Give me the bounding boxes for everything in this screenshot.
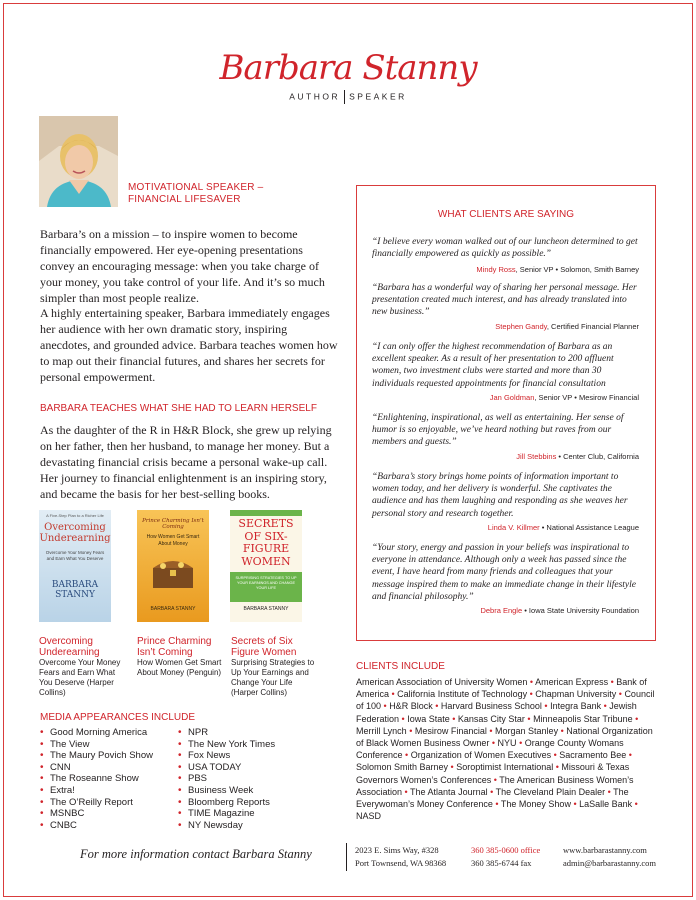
client-separator: • bbox=[601, 701, 610, 712]
client-name: Missouri & Texas Governors Women’s Conferences bbox=[356, 762, 630, 785]
testimonial-attribution: Linda V. Killmer • National Assistance League bbox=[487, 523, 639, 532]
client-separator: • bbox=[489, 738, 498, 749]
client-name: Soroptimist International bbox=[456, 762, 554, 773]
client-name: National Organization of Black Women Business Owner bbox=[356, 725, 653, 749]
book-cover-secrets-six-figure: SECRETS OF SIX- FIGURE WOMEN SURPRISING STRATEGIES TO UP YOUR EARNINGS AND CHANGE YOUR LIFE BARBARA STANNY bbox=[230, 510, 302, 622]
media-item: • PBS bbox=[178, 773, 275, 785]
media-item: • NPR bbox=[178, 727, 275, 739]
client-name: Sacramento Bee bbox=[559, 750, 627, 761]
book-title-1: Overcoming Underearning bbox=[39, 636, 100, 658]
media-item: • The Roseanne Show bbox=[40, 773, 153, 785]
client-name: Jewish Federation bbox=[356, 701, 637, 724]
media-item: • The Maury Povich Show bbox=[40, 750, 153, 762]
client-separator: • bbox=[492, 799, 501, 810]
client-name: H&R Block bbox=[389, 701, 433, 712]
client-separator: • bbox=[553, 762, 562, 773]
media-item: • TIME Magazine bbox=[178, 808, 275, 820]
client-separator: • bbox=[491, 774, 500, 785]
client-name: NYU bbox=[497, 738, 517, 749]
client-separator: • bbox=[605, 786, 614, 797]
client-name: Merrill Lynch bbox=[356, 725, 407, 736]
media-list-1 bbox=[40, 727, 153, 831]
testimonial-quote: “I believe every woman walked out of our luncheon determined to get financially empowered as quickly as possible.” bbox=[372, 237, 638, 260]
media-item: • Bloomberg Reports bbox=[178, 797, 275, 809]
client-separator: • bbox=[448, 762, 457, 773]
media-item: • NY Newsday bbox=[178, 820, 275, 832]
client-separator: • bbox=[432, 701, 441, 712]
client-separator: • bbox=[570, 799, 580, 810]
media-item: • The O’Reilly Report bbox=[40, 797, 153, 809]
media-item: • Business Week bbox=[178, 785, 275, 797]
testimonial-quote: “Enlightening, inspirational, as well as entertaining. Her sense of humor is so enjoyable, we’ve heard nothing but raves from our members and guests.” bbox=[372, 413, 624, 448]
media-item: • USA TODAY bbox=[178, 762, 275, 774]
client-name: Council of 100 bbox=[356, 689, 655, 712]
client-name: NASD bbox=[356, 811, 382, 822]
client-name: The Atlanta Journal bbox=[410, 786, 488, 797]
client-name: Morgan Stanley bbox=[495, 725, 559, 736]
client-name: Organization of Women Executives bbox=[410, 750, 552, 761]
client-separator: • bbox=[381, 701, 390, 712]
client-separator: • bbox=[616, 689, 625, 700]
logo: Barbara Stanny bbox=[219, 48, 477, 88]
client-separator: • bbox=[551, 750, 560, 761]
clients-list bbox=[356, 676, 656, 822]
client-name: The American Business Women’s Association bbox=[356, 774, 634, 797]
media-item: • Good Morning America bbox=[40, 727, 153, 739]
book-cover-overcoming-underearning: A Five-Step Plan to a Richer Life Overcoming Underearning Overcome Your Money Fears and Earn What You Deserve BARBARA STANNY bbox=[39, 510, 111, 622]
client-separator: • bbox=[406, 725, 415, 736]
testimonials-heading: WHAT CLIENTS ARE SAYING bbox=[437, 209, 575, 220]
testimonial-attribution: Mindy Ross, Senior VP • Solomon, Smith Barney bbox=[476, 265, 639, 274]
client-separator: • bbox=[449, 713, 458, 724]
media-item: • The View bbox=[40, 739, 153, 751]
media-item: • CNBC bbox=[40, 820, 153, 832]
footer-divider bbox=[346, 843, 347, 871]
client-name: The Money Show bbox=[500, 799, 571, 810]
client-name: Kansas City Star bbox=[457, 713, 525, 724]
client-name: Iowa State bbox=[407, 713, 450, 724]
tagline bbox=[0, 90, 696, 104]
footer-address: 2023 E. Sims Way, #328 Port Townsend, WA 98368 bbox=[355, 845, 447, 868]
media-item: • CNN bbox=[40, 762, 153, 774]
book-description-3: Surprising Strategies to Up Your Earnings and Change Your Life (Harper Collins) bbox=[231, 658, 315, 697]
client-name: Bank of America bbox=[356, 677, 647, 700]
testimonial-quote: “Barbara has a wonderful way of sharing her personal message. Her presentation created much interest, and has already translated into new business.” bbox=[372, 283, 637, 318]
media-list-2 bbox=[178, 727, 275, 831]
book-title-3: Secrets of Six Figure Women bbox=[231, 636, 297, 658]
media-item: • The New York Times bbox=[178, 739, 275, 751]
client-separator: • bbox=[516, 738, 525, 749]
intro-paragraph-1: Barbara’s on a mission – to inspire women to become financially empowered. Her eye-opening presentations convey an encouraging message: when you take charge of your money, you take control of your life. And it’s so much simpler than most people realize. bbox=[40, 227, 325, 305]
client-separator: • bbox=[486, 725, 496, 736]
client-name: Integra Bank bbox=[550, 701, 602, 712]
client-separator: • bbox=[402, 786, 411, 797]
testimonial-attribution: Debra Engle • Iowa State University Foundation bbox=[480, 606, 639, 615]
client-name: American Association of University Women bbox=[356, 677, 528, 687]
media-heading: MEDIA APPEARANCES INCLUDE bbox=[40, 712, 196, 723]
client-separator: • bbox=[608, 677, 617, 687]
media-item: • Extra! bbox=[40, 785, 153, 797]
client-separator: • bbox=[487, 786, 496, 797]
treasure-chest-icon bbox=[151, 556, 195, 590]
book-description-2: How Women Get Smart About Money (Penguin) bbox=[137, 658, 222, 677]
client-name: Mesirow Financial bbox=[414, 725, 487, 736]
testimonial-attribution: Stephen Gandy, Certified Financial Planner bbox=[495, 322, 639, 331]
client-name: The Everywoman’s Money Conference bbox=[356, 786, 629, 810]
client-separator: • bbox=[389, 689, 398, 700]
intro-heading: MOTIVATIONAL SPEAKER – FINANCIAL LIFESAVER bbox=[128, 182, 264, 205]
testimonial-quote: “I can only offer the highest recommendation of Barbara as an excellent speaker. As a result of her presentation to 200 affluent women, two investment clubs were started and more than 30 individuals requested appointments for financial consultation bbox=[372, 342, 614, 389]
client-separator: • bbox=[402, 750, 411, 761]
teaches-paragraph: As the daughter of the R in H&R Block, she grew up relying on her father, then her husband, to manage her money. But a devastating financial crisis became a personal wake-up call. Her journey to financial enlightenment is an inspiring story, and became the basis for her best-selling books. bbox=[40, 423, 332, 501]
footer-phone: 360 385-0600 office 360 385-6744 fax bbox=[471, 845, 541, 868]
tagline-divider bbox=[344, 90, 345, 104]
book-description-1: Overcome Your Money Fears and Earn What You Deserve (Harper Collins) bbox=[39, 658, 121, 697]
client-name: Orange County Womans Conference bbox=[356, 738, 624, 761]
website-link[interactable]: www.barbarastanny.com bbox=[563, 845, 647, 855]
client-name: Harvard Business School bbox=[440, 701, 542, 712]
client-separator: • bbox=[632, 799, 638, 810]
client-name: LaSalle Bank bbox=[579, 799, 633, 810]
testimonial-attribution: Jan Goldman, Senior VP • Mesirow Financial bbox=[489, 393, 639, 402]
client-name: The Cleveland Plain Dealer bbox=[495, 786, 606, 797]
testimonial-attribution: Jill Stebbins • Center Club, California bbox=[516, 452, 639, 461]
testimonial-quote: “Your story, energy and passion in your beliefs was inspirational to everyone in attendance. Although only a week has passed since the event, I have heard from many friends and colleagues that your message inspired them to make an immediate change in their lifestyle and financial philosophy.” bbox=[372, 543, 637, 602]
client-separator: • bbox=[524, 713, 534, 724]
client-separator: • bbox=[632, 713, 639, 724]
client-name: Solomon Smith Barney bbox=[356, 762, 449, 773]
testimonial-quote: “Barbara’s story brings home points of information important to women today, and her delivery is wonderful. She captivates the audience and has them laughing and responding as she weaves her personal story and research together. bbox=[372, 472, 628, 519]
testimonials-box bbox=[356, 185, 656, 641]
footer-web bbox=[563, 844, 656, 870]
book-title-2: Prince Charming Isn’t Coming bbox=[137, 636, 212, 658]
teaches-heading: BARBARA TEACHES WHAT SHE HAD TO LEARN HERSELF bbox=[40, 403, 317, 414]
tagline-author: AUTHOR bbox=[289, 91, 341, 102]
media-item: • MSNBC bbox=[40, 808, 153, 820]
media-item: • Fox News bbox=[178, 750, 275, 762]
client-name: California Institute of Technology bbox=[397, 689, 528, 700]
footer-contact: For more information contact Barbara Stanny bbox=[80, 847, 312, 861]
tagline-speaker: SPEAKER bbox=[349, 91, 407, 102]
client-separator: • bbox=[558, 725, 567, 736]
client-name: Chapman University bbox=[535, 689, 617, 700]
client-separator: • bbox=[527, 689, 536, 700]
client-name: American Express bbox=[535, 677, 609, 687]
client-separator: • bbox=[399, 713, 408, 724]
email-link[interactable]: admin@barbarastanny.com bbox=[563, 858, 656, 868]
clients-heading: CLIENTS INCLUDE bbox=[356, 661, 445, 672]
client-name: Minneapolis Star Tribune bbox=[533, 713, 633, 724]
intro-paragraph-2: A highly entertaining speaker, Barbara immediately engages her audience with her own dramatic story, inspiring anecdotes, and grounded advice. Barbara teaches women how to map out their financial futures, and shares her secrets for personal empowerment. bbox=[40, 306, 338, 384]
book-cover-prince-charming: Prince Charming Isn’t Coming How Women Get Smart About Money BARBARA STANNY bbox=[137, 510, 209, 622]
client-separator: • bbox=[541, 701, 551, 712]
client-separator: • bbox=[527, 677, 536, 687]
author-portrait bbox=[39, 116, 118, 207]
client-separator: • bbox=[626, 750, 632, 761]
